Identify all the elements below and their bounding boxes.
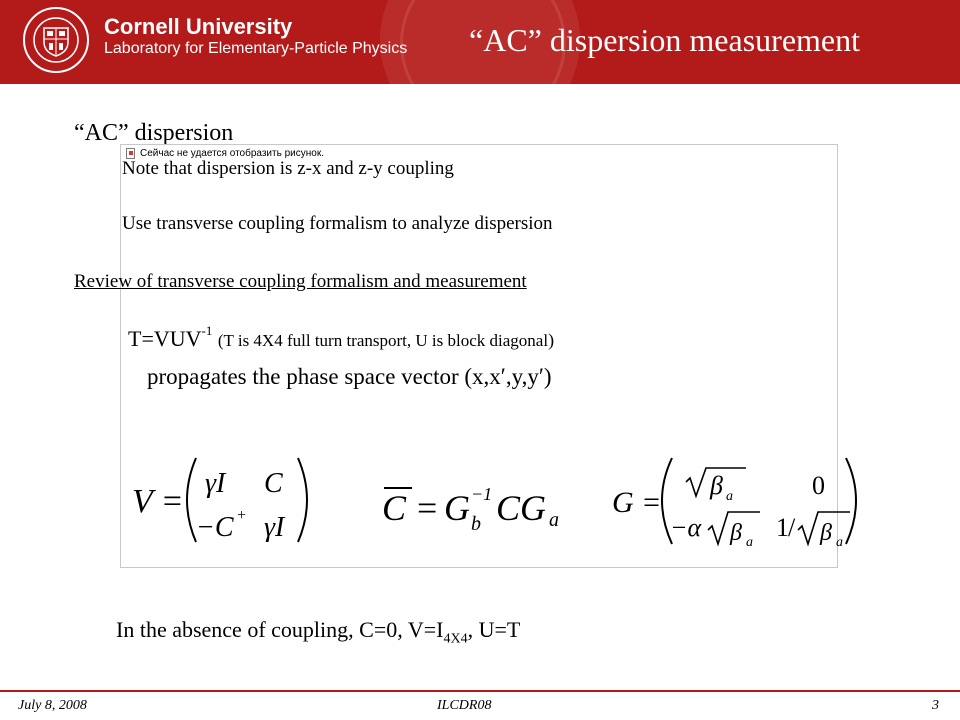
footer-page-number: 3 bbox=[932, 698, 939, 713]
equation-T bbox=[128, 323, 555, 352]
footer-date: July 8, 2008 bbox=[18, 698, 87, 713]
v-r1c1: γI bbox=[205, 468, 226, 499]
v-lhs: V = bbox=[132, 483, 184, 520]
university-name: Cornell University bbox=[104, 14, 293, 39]
header-bar bbox=[0, 0, 960, 84]
cbar-a-sub: a bbox=[549, 509, 559, 531]
g-lhs: G = bbox=[612, 486, 662, 519]
g-right-paren bbox=[846, 458, 856, 544]
g-r2c1: −α bbox=[670, 513, 702, 542]
bullet-dispersion-coupling: Note that dispersion is z-x and z-y coupling bbox=[122, 158, 454, 179]
image-error-text: Сейчас не удается отобразить рисунок. bbox=[140, 148, 324, 159]
propagates-text: propagates the phase space vector (x,x′,y,y′) bbox=[147, 364, 552, 389]
equation-T-sup: -1 bbox=[201, 323, 213, 338]
cbar-eq: = bbox=[417, 488, 438, 528]
footer-conference: ILCDR08 bbox=[437, 698, 492, 713]
footer-divider bbox=[0, 690, 960, 692]
cornell-seal-logo bbox=[22, 6, 90, 74]
v-r2c2: γI bbox=[264, 512, 285, 543]
g-r1c1-sub: a bbox=[726, 489, 733, 504]
cbar-g: G bbox=[444, 488, 470, 528]
equation-T-main: T=VUV bbox=[128, 326, 202, 351]
g-r2c2-slash: / bbox=[788, 513, 796, 542]
cbar-g-sub: b bbox=[471, 513, 481, 535]
absence-suffix: , U=T bbox=[467, 617, 521, 642]
section-heading: “AC” dispersion bbox=[74, 120, 234, 146]
review-link[interactable]: Review of transverse coupling formalism and measurement bbox=[74, 271, 527, 292]
v-r1c2: C bbox=[264, 468, 283, 499]
g-r2c2-sub: a bbox=[836, 535, 843, 550]
g-r2c2-beta: β bbox=[820, 520, 832, 546]
cbar-lhs: C bbox=[382, 488, 407, 528]
absence-prefix: In the absence of coupling, C=0, V=I bbox=[116, 617, 444, 642]
image-placeholder bbox=[120, 144, 838, 568]
equation-T-close: ) bbox=[548, 330, 555, 350]
g-r2c2-num: 1 bbox=[776, 513, 789, 542]
absence-of-coupling-text bbox=[116, 617, 520, 647]
cbar-g-sup: −1 bbox=[471, 484, 493, 504]
cbar-cg: CG bbox=[496, 488, 547, 528]
bullet-coupling-formalism: Use transverse coupling formalism to analyze dispersion bbox=[122, 213, 553, 234]
g-r2c1-sub: a bbox=[746, 535, 753, 550]
g-r1c1-beta: β bbox=[710, 471, 723, 500]
slide-title: “AC” dispersion measurement bbox=[469, 22, 860, 58]
v-r2c1-sup: + bbox=[236, 507, 247, 524]
v-r2c1: −C bbox=[196, 512, 234, 543]
g-r2c1-beta: β bbox=[730, 520, 742, 546]
laboratory-name: Laboratory for Elementary-Particle Physics bbox=[104, 40, 408, 57]
equation-T-note: (T is 4X4 full turn transport, U is block diagonal bbox=[217, 331, 549, 350]
g-r1c2: 0 bbox=[812, 471, 825, 500]
absence-sub: 4X4 bbox=[443, 631, 468, 647]
